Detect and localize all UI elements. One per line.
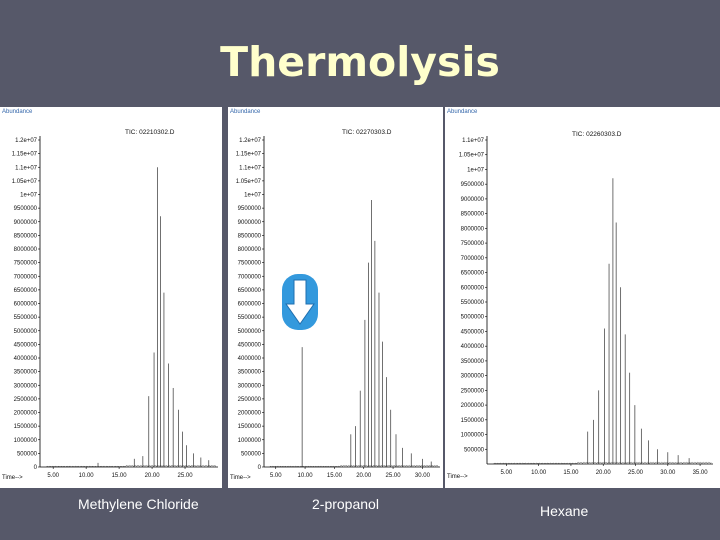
y-tick-label: 2500000 bbox=[460, 388, 484, 395]
x-tick-label: 5.00 bbox=[269, 473, 282, 479]
y-tick-label: 3500000 bbox=[237, 369, 261, 376]
y-tick-label: 5000000 bbox=[460, 314, 484, 321]
y-tick-label: 4000000 bbox=[237, 356, 261, 362]
y-tick-label: 5000000 bbox=[13, 328, 37, 335]
y-tick-label: 6500000 bbox=[460, 270, 484, 277]
chart-title: TIC: 02210302.D bbox=[125, 129, 175, 136]
chromatogram-2-propanol bbox=[228, 107, 443, 488]
y-tick-label: 0 bbox=[257, 465, 261, 471]
y-tick-label: 9000000 bbox=[13, 219, 37, 226]
chromatogram-panel-methylene-chloride bbox=[0, 107, 222, 488]
x-tick-label: 15.00 bbox=[563, 470, 579, 476]
y-tick-label: 7500000 bbox=[13, 260, 37, 267]
x-tick-label: 20.00 bbox=[595, 470, 611, 476]
y-tick-label: 1000000 bbox=[237, 437, 261, 444]
y-tick-label: 6000000 bbox=[13, 301, 37, 308]
x-axis-label: Time--> bbox=[230, 475, 251, 481]
x-tick-label: 20.00 bbox=[356, 473, 372, 479]
y-tick-label: 1.15e+07 bbox=[11, 151, 37, 158]
y-tick-label: 9000000 bbox=[460, 196, 484, 203]
x-tick-label: 5.00 bbox=[47, 473, 60, 479]
y-tick-label: 1000000 bbox=[13, 437, 37, 444]
y-tick-label: 6000000 bbox=[460, 285, 484, 292]
x-tick-label: 30.00 bbox=[660, 470, 676, 476]
y-tick-label: 7000000 bbox=[237, 274, 261, 281]
x-axis-label: Time--> bbox=[2, 475, 23, 481]
y-tick-label: 1e+07 bbox=[20, 192, 37, 199]
y-tick-label: 2000000 bbox=[237, 410, 261, 417]
y-tick-label: 1.1e+07 bbox=[462, 138, 484, 144]
y-tick-label: 2000000 bbox=[460, 403, 484, 410]
y-tick-label: 8000000 bbox=[237, 247, 261, 253]
baseline bbox=[47, 465, 216, 467]
chromatogram-panel-2-propanol bbox=[228, 107, 443, 488]
x-tick-label: 25.00 bbox=[385, 473, 401, 479]
y-axis-label: Abundance bbox=[447, 109, 478, 115]
y-tick-label: 1000000 bbox=[460, 432, 484, 439]
y-tick-label: 1500000 bbox=[237, 424, 261, 431]
x-axis-label: Time--> bbox=[447, 474, 468, 480]
chart-title: TIC: 02270303.D bbox=[342, 129, 392, 136]
baseline bbox=[270, 465, 438, 467]
x-tick-label: 30.00 bbox=[414, 473, 430, 479]
caption-2-propanol: 2-propanol bbox=[312, 496, 379, 512]
x-tick-label: 15.00 bbox=[111, 473, 127, 479]
y-tick-label: 4500000 bbox=[237, 342, 261, 349]
y-tick-label: 3000000 bbox=[237, 383, 261, 390]
y-tick-label: 500000 bbox=[463, 447, 484, 454]
y-tick-label: 6500000 bbox=[13, 287, 37, 294]
x-tick-label: 5.00 bbox=[500, 470, 513, 476]
x-tick-label: 35.00 bbox=[692, 470, 708, 476]
y-tick-label: 8000000 bbox=[13, 247, 37, 253]
y-tick-label: 3500000 bbox=[13, 369, 37, 376]
y-tick-label: 7500000 bbox=[237, 260, 261, 267]
y-tick-label: 4500000 bbox=[13, 342, 37, 349]
x-tick-label: 10.00 bbox=[78, 473, 94, 479]
y-tick-label: 1.1e+07 bbox=[15, 165, 37, 172]
x-tick-label: 25.00 bbox=[628, 470, 644, 476]
y-tick-label: 9500000 bbox=[13, 206, 37, 213]
chromatogram-panel-hexane bbox=[445, 107, 720, 488]
y-tick-label: 500000 bbox=[16, 451, 37, 458]
y-tick-label: 1.05e+07 bbox=[235, 178, 261, 185]
x-tick-label: 10.00 bbox=[531, 470, 547, 476]
y-tick-label: 1.15e+07 bbox=[235, 151, 261, 158]
y-tick-label: 2000000 bbox=[13, 410, 37, 417]
y-tick-label: 6000000 bbox=[237, 301, 261, 308]
caption-methylene-chloride: Methylene Chloride bbox=[78, 496, 199, 512]
y-tick-label: 3500000 bbox=[460, 358, 484, 365]
y-tick-label: 9500000 bbox=[237, 206, 261, 213]
x-tick-label: 10.00 bbox=[297, 473, 313, 479]
chromatogram-methylene-chloride bbox=[0, 107, 222, 488]
y-axis-label: Abundance bbox=[230, 109, 261, 115]
y-tick-label: 7000000 bbox=[460, 255, 484, 262]
y-tick-label: 0 bbox=[33, 465, 37, 471]
y-tick-label: 2500000 bbox=[13, 396, 37, 403]
y-tick-label: 4000000 bbox=[460, 344, 484, 351]
y-tick-label: 8500000 bbox=[237, 233, 261, 240]
y-tick-label: 3000000 bbox=[460, 373, 484, 380]
y-tick-label: 9000000 bbox=[237, 219, 261, 226]
y-tick-label: 5500000 bbox=[237, 315, 261, 322]
y-tick-label: 1e+07 bbox=[244, 192, 261, 199]
x-tick-label: 20.00 bbox=[144, 473, 160, 479]
chart-title: TIC: 02260303.D bbox=[572, 131, 622, 138]
y-axis-label: Abundance bbox=[2, 109, 33, 115]
y-tick-label: 1.05e+07 bbox=[458, 152, 484, 159]
y-tick-label: 500000 bbox=[240, 451, 261, 458]
y-tick-label: 9500000 bbox=[460, 182, 484, 189]
y-tick-label: 8000000 bbox=[460, 226, 484, 233]
y-tick-label: 5500000 bbox=[13, 315, 37, 322]
caption-hexane: Hexane bbox=[540, 503, 589, 519]
y-tick-label: 3000000 bbox=[13, 383, 37, 390]
y-tick-label: 4500000 bbox=[460, 329, 484, 336]
y-tick-label: 5500000 bbox=[460, 300, 484, 306]
slide-title: Thermolysis bbox=[220, 38, 500, 86]
y-tick-label: 7500000 bbox=[460, 241, 484, 248]
y-tick-label: 1.2e+07 bbox=[15, 138, 37, 144]
y-tick-label: 4000000 bbox=[13, 356, 37, 362]
x-tick-label: 15.00 bbox=[326, 473, 342, 479]
y-tick-label: 8500000 bbox=[13, 233, 37, 240]
y-tick-label: 2500000 bbox=[237, 396, 261, 403]
y-tick-label: 1e+07 bbox=[467, 167, 484, 174]
y-tick-label: 8500000 bbox=[460, 211, 484, 218]
y-tick-label: 1.05e+07 bbox=[11, 178, 37, 185]
y-tick-label: 6500000 bbox=[237, 287, 261, 294]
y-tick-label: 1500000 bbox=[13, 424, 37, 431]
y-tick-label: 5000000 bbox=[237, 328, 261, 335]
x-tick-label: 25.00 bbox=[177, 473, 193, 479]
y-tick-label: 1500000 bbox=[460, 417, 484, 424]
y-tick-label: 7000000 bbox=[13, 274, 37, 281]
y-tick-label: 1.2e+07 bbox=[239, 138, 261, 144]
baseline bbox=[494, 462, 712, 464]
chromatogram-hexane bbox=[445, 107, 720, 488]
y-tick-label: 1.1e+07 bbox=[239, 165, 261, 172]
down-arrow-icon bbox=[281, 274, 319, 330]
